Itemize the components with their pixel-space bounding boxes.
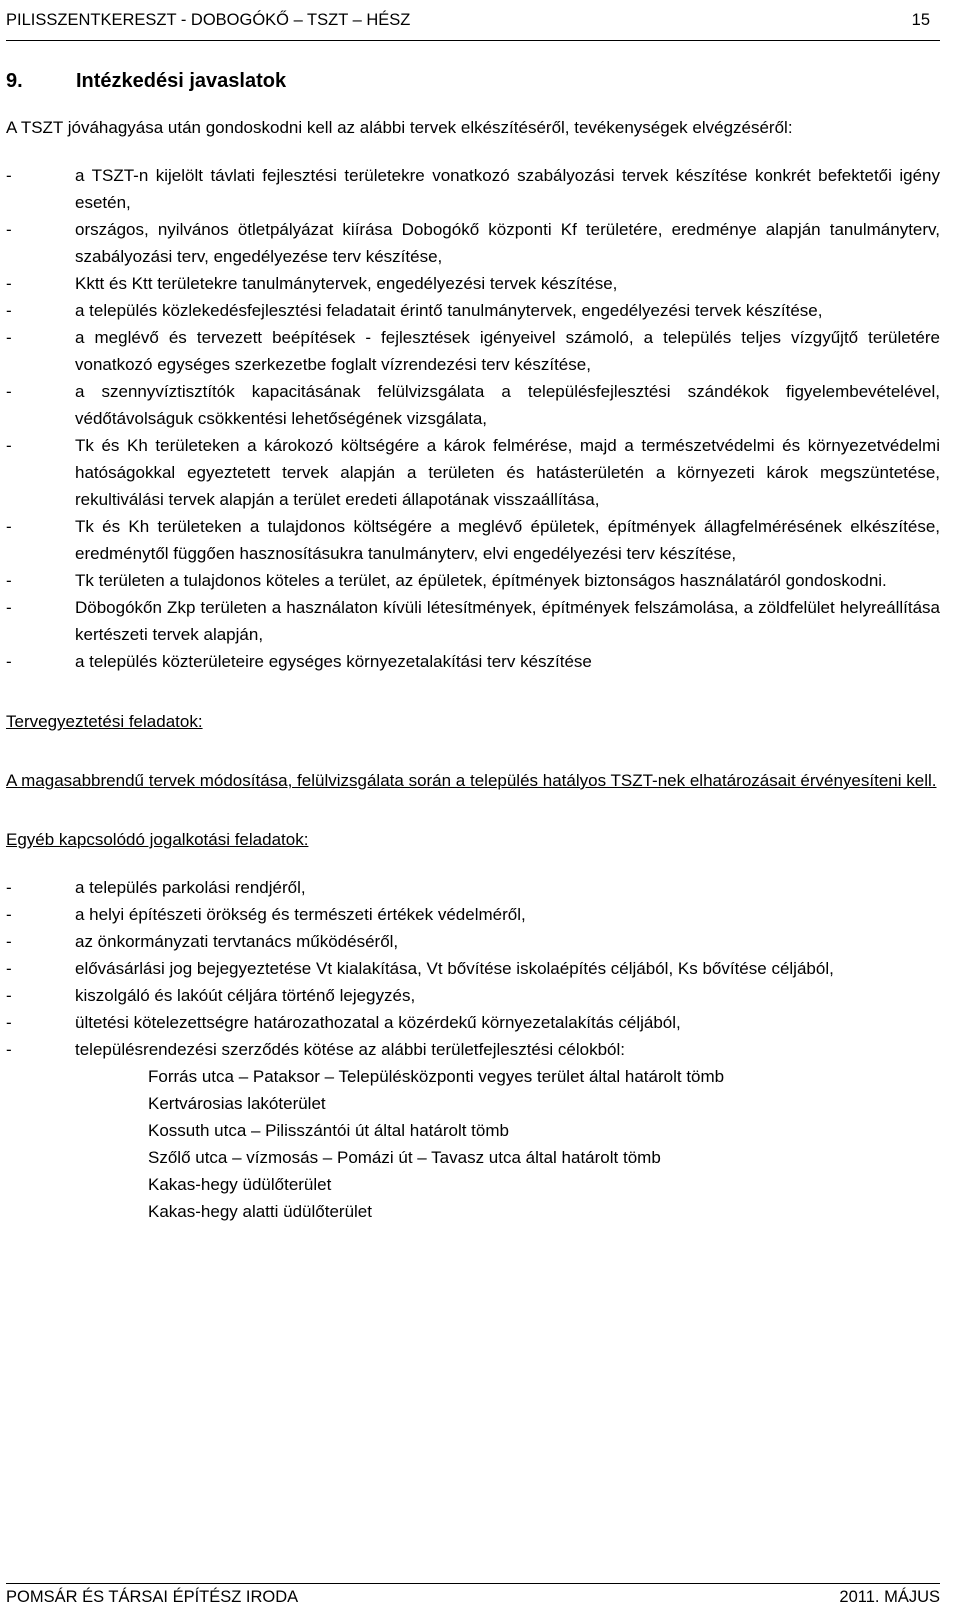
list-item-text: a település parkolási rendjéről,	[75, 878, 306, 897]
section-number: 9.	[6, 70, 23, 92]
list-item	[6, 297, 940, 324]
sub-list-item: Kertvárosias lakóterület	[148, 1094, 326, 1113]
dash-marker: -	[6, 1040, 12, 1059]
list-item-text: országos, nyilvános ötletpályázat kiírása Dobogókő központi Kf területére, eredménye alapján tanulmányterv, szabályozási terv, engedélyezése terv készítése,	[75, 220, 940, 266]
dash-marker: -	[6, 878, 12, 897]
dash-marker: -	[6, 517, 12, 536]
list-item	[6, 901, 940, 928]
page-footer	[6, 1583, 940, 1618]
dash-marker: -	[6, 959, 12, 978]
sub-list-item: Forrás utca – Pataksor – Településközponti vegyes terület által határolt tömb	[148, 1067, 725, 1086]
dash-marker: -	[6, 301, 12, 320]
list-item-text: Tk és Kh területeken a tulajdonos költségére a meglévő épületek, építmények állagfelmérésének elkészítése, eredménytől függően hasznosításukra tanulmányterv, elvi engedélyezési terv készítése,	[75, 517, 940, 563]
list-item	[6, 162, 940, 216]
list-item-text: Döbogókőn Zkp területen a használaton kívüli létesítmények, építmények felszámolása, a zöldfelület helyreállítása kertészeti tervek alapján,	[75, 598, 940, 644]
list-item-text: a település közlekedésfejlesztési feladatait érintő tanulmánytervek, engedélyezési tervek készítése,	[75, 301, 823, 320]
list-item	[6, 270, 940, 297]
list-item	[6, 982, 940, 1009]
dash-marker: -	[6, 652, 12, 671]
list-item-text: Kktt és Ktt területekre tanulmánytervek, engedélyezési tervek készítése,	[75, 274, 618, 293]
list-item-text: ültetési kötelezettségre határozathozatal a közérdekű környezetalakítás céljából,	[75, 1013, 681, 1032]
intro-paragraph: A TSZT jóváhagyása után gondoskodni kell az alábbi tervek elkészítéséről, tevékenységek elvégzéséről:	[6, 118, 793, 137]
sub-list-item: Kakas-hegy alatti üdülőterület	[148, 1202, 372, 1221]
planning-text: A magasabbrendű tervek módosítása, felülvizsgálata során a település hatályos TSZT-nek elhatározásait érvényesíteni kell.	[6, 771, 937, 790]
legal-list	[6, 874, 940, 1063]
planning-heading: Tervegyeztetési feladatok:	[6, 712, 203, 731]
sub-list-item: Szőlő utca – vízmosás – Pomázi út – Tavasz utca által határolt tömb	[148, 1148, 661, 1167]
list-item-text: a helyi építészeti örökség és természeti értékek védelméről,	[75, 905, 526, 924]
list-item	[6, 648, 940, 675]
list-item-text: kiszolgáló és lakóút céljára történő lejegyzés,	[75, 986, 416, 1005]
list-item-text: a meglévő és tervezett beépítések - fejlesztések igényeivel számoló, a település teljes vízgyűjtő területére vonatkozó egységes szerkezetbe foglalt vízrendezési terv készítése,	[75, 328, 940, 374]
list-item-text: Tk és Kh területeken a károkozó költségére a károk felmérése, majd a természetvédelmi és környezetvédelmi hatóságokkal egyeztetett tervek alapján a területen és hatásterületén a környezeti károk megszüntetése, rekultiválási tervek alapján a terület eredeti állapotának visszaállítása,	[75, 436, 940, 509]
list-item	[6, 324, 940, 378]
dash-marker: -	[6, 382, 12, 401]
section-heading	[6, 70, 940, 93]
dash-marker: -	[6, 328, 12, 347]
dash-marker: -	[6, 932, 12, 951]
list-item-text: településrendezési szerződés kötése az alábbi területfejlesztési célokból:	[75, 1040, 625, 1059]
list-item	[6, 513, 940, 567]
list-item	[6, 928, 940, 955]
section-title: Intézkedési javaslatok	[76, 70, 287, 92]
list-item	[6, 594, 940, 648]
list-item-text: a TSZT-n kijelölt távlati fejlesztési területekre vonatkozó szabályozási tervek készítése konkrét befektetői igény esetén,	[75, 166, 940, 212]
dash-marker: -	[6, 436, 12, 455]
dash-marker: -	[6, 571, 12, 590]
sub-list	[6, 1063, 940, 1225]
list-item	[6, 378, 940, 432]
footer-company: POMSÁR ÉS TÁRSAI ÉPÍTÉSZ IRODA	[6, 1588, 299, 1606]
dash-marker: -	[6, 986, 12, 1005]
document-title: PILISSZENTKERESZT - DOBOGÓKŐ – TSZT – HÉSZ	[6, 10, 411, 29]
list-item-text: az önkormányzati tervtanács működéséről,	[75, 932, 399, 951]
dash-marker: -	[6, 274, 12, 293]
page-header	[6, 0, 940, 41]
dash-marker: -	[6, 598, 12, 617]
list-item-text: a település közterületeire egységes környezetalakítási terv készítése	[75, 652, 592, 671]
dash-marker: -	[6, 905, 12, 924]
list-item-text: elővásárlási jog bejegyeztetése Vt kialakítása, Vt bővítése iskolaépítés céljából, Ks bővítése céljából,	[75, 959, 834, 978]
dash-marker: -	[6, 220, 12, 239]
list-item	[6, 216, 940, 270]
list-item	[6, 955, 940, 982]
list-item-text: Tk területen a tulajdonos köteles a terület, az épületek, építmények biztonságos használatáról gondoskodni.	[75, 571, 887, 590]
page-number: 15	[911, 10, 930, 29]
list-item	[6, 874, 940, 901]
sub-list-item: Kakas-hegy üdülőterület	[148, 1175, 332, 1194]
legal-heading: Egyéb kapcsolódó jogalkotási feladatok:	[6, 830, 309, 849]
list-item	[6, 1009, 940, 1036]
action-list	[6, 162, 940, 675]
footer-date: 2011. MÁJUS	[839, 1588, 940, 1606]
dash-marker: -	[6, 166, 12, 185]
page-content	[6, 70, 940, 1225]
list-item	[6, 567, 940, 594]
list-item	[6, 432, 940, 513]
list-item-text: a szennyvíztisztítók kapacitásának felülvizsgálata a településfejlesztési szándékok figyelembevételével, védőtávolságuk csökkentési lehetőségének vizsgálata,	[75, 382, 940, 428]
list-item	[6, 1036, 940, 1063]
sub-list-item: Kossuth utca – Pilisszántói út által határolt tömb	[148, 1121, 509, 1140]
dash-marker: -	[6, 1013, 12, 1032]
